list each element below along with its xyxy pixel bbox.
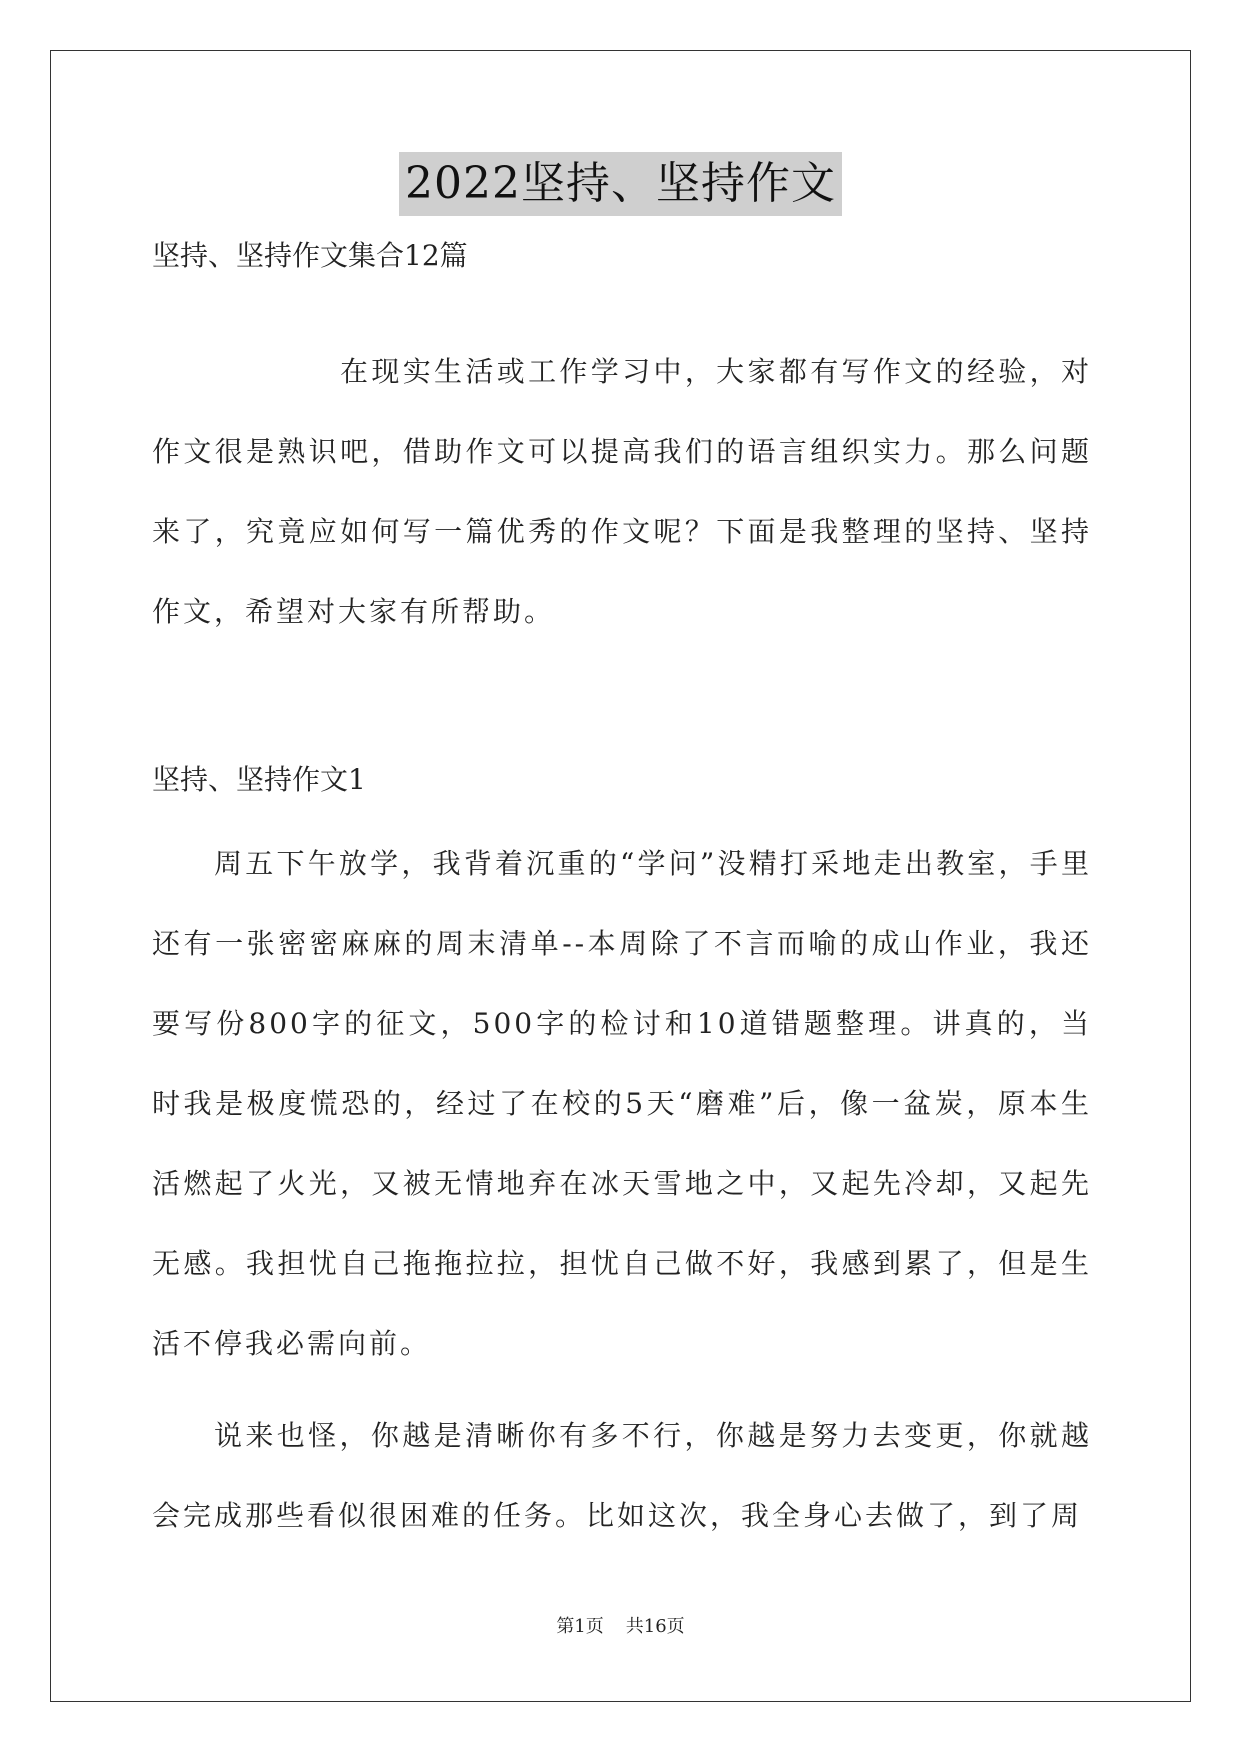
body-paragraph-2: 说来也怪，你越是清晰你有多不行，你越是努力去变更，你就越会完成那些看似很困难的任务。比如这次，我全身心去做了，到了周 bbox=[152, 1419, 1092, 1532]
body-paragraph-1: 周五下午放学，我背着沉重的“学问”没精打采地走出教室，手里还有一张密密麻麻的周末清单--本周除了不言而喻的成山作业，我还要写份800字的征文，500字的检讨和10道错题整理。讲真的，当时我是极度慌恐的，经过了在校的5天“磨难”后，像一盆炭，原本生活燃起了火光，又被无情地弃在冰天雪地之中，又起先冷却，又起先无感。我担忧自己拖拖拉拉，担忧自己做不好，我感到累了，但是生活不停我必需向前。 bbox=[152, 847, 1092, 1360]
document-subtitle: 坚持、坚持作文集合12篇 bbox=[152, 239, 468, 272]
section-heading: 坚持、坚持作文1 bbox=[152, 763, 366, 796]
title-container bbox=[0, 152, 1241, 216]
intro-paragraph: 在现实生活或工作学习中，大家都有写作文的经验，对作文很是熟识吧，借助作文可以提高我们的语言组织实力。那么问题来了，究竟应如何写一篇优秀的作文呢？下面是我整理的坚持、坚持作文，希望对大家有所帮助。 bbox=[152, 355, 1092, 628]
document-title: 2022坚持、坚持作文 bbox=[399, 152, 842, 216]
page-footer bbox=[0, 1614, 1241, 1640]
page-number: 第1页 bbox=[556, 1616, 604, 1637]
page-total: 共16页 bbox=[625, 1616, 685, 1637]
